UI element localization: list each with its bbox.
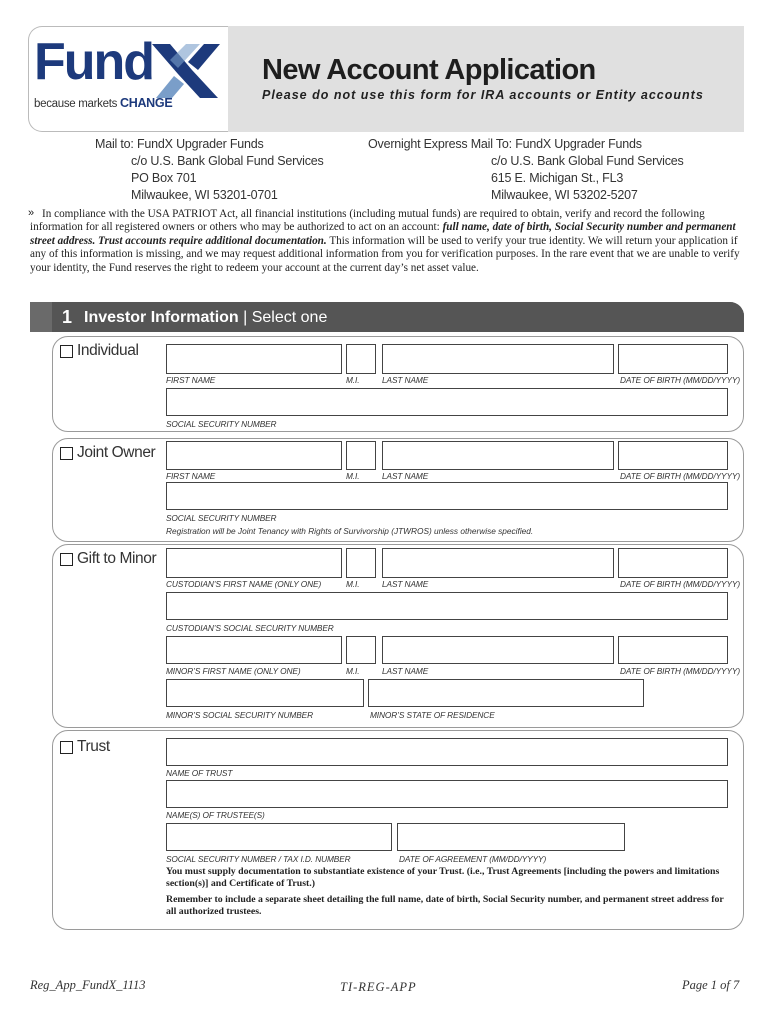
- mail-line: Mail to: FundX Upgrader Funds: [95, 137, 264, 151]
- mail-line: PO Box 701: [131, 171, 197, 185]
- section-number: 1: [62, 307, 73, 327]
- joint-owner-checkbox[interactable]: [60, 447, 73, 460]
- jtwros-note: Registration will be Joint Tenancy with Rights of Survivorship (JTWROS) unless otherwise specified.: [166, 526, 534, 536]
- individual-last-name-input[interactable]: [382, 344, 614, 374]
- footer-page-number: Page 1 of 7: [682, 978, 740, 992]
- individual-first-name-input[interactable]: [166, 344, 342, 374]
- page-title: New Account Application: [262, 54, 596, 86]
- mail-line: 615 E. Michigan St., FL3: [491, 171, 624, 185]
- trust-note: Remember to include a separate sheet detailing the full name, date of birth, Social Security number, and permanent street address for all authorized trustees.: [166, 893, 724, 918]
- field-label: M.I.: [346, 666, 360, 676]
- minor-dob-input[interactable]: [618, 636, 728, 664]
- logo-tagline: because markets CHANGE: [34, 96, 173, 110]
- field-label: DATE OF BIRTH (MM/DD/YYYY): [620, 471, 741, 481]
- page-subtitle: Please do not use this form for IRA accounts or Entity accounts: [262, 88, 704, 102]
- overnight-mail-address: [368, 136, 684, 204]
- gift-to-minor-checkbox-label[interactable]: Gift to Minor: [60, 550, 156, 568]
- minor-last-name-input[interactable]: [382, 636, 614, 664]
- footer-form-id: Reg_App_FundX_1113: [30, 978, 146, 992]
- field-label: FIRST NAME: [166, 375, 216, 385]
- gift-to-minor-checkbox[interactable]: [60, 553, 73, 566]
- individual-mi-input[interactable]: [346, 344, 376, 374]
- field-label: NAME(S) OF TRUSTEE(S): [166, 810, 265, 820]
- custodian-mi-input[interactable]: [346, 548, 376, 578]
- section-title: Investor Information | Select one: [84, 309, 328, 326]
- trust-ssn-input[interactable]: [166, 823, 392, 851]
- custodian-first-name-input[interactable]: [166, 548, 342, 578]
- custodian-ssn-input[interactable]: [166, 592, 728, 620]
- field-label: DATE OF BIRTH (MM/DD/YYYY): [620, 666, 741, 676]
- field-label: DATE OF AGREEMENT (MM/DD/YYYY): [399, 854, 547, 864]
- patriot-act-notice: In compliance with the USA PATRIOT Act, all financial institutions (including mutual funds) are required to obtain, verify and record the following information for all registered owners or others who may be authorized to act on an account: full name, date of birth, Social Security number and permanent street address. Trust accounts require additional documentation. This information will be used to verify your true identity. We will return your application if any of this information is missing, and we may request additional information from you for verification purposes. In the rare event that we are unable to verify your identity, the Fund reserves the right to redeem your account at the current day’s net asset value.: [30, 208, 740, 274]
- field-label: LAST NAME: [382, 666, 429, 676]
- field-label: FIRST NAME: [166, 471, 216, 481]
- trust-notes: [166, 866, 736, 919]
- mail-line: Milwaukee, WI 53201-0701: [131, 188, 278, 202]
- minor-mi-input[interactable]: [346, 636, 376, 664]
- individual-checkbox[interactable]: [60, 345, 73, 358]
- field-label: MINOR’S FIRST NAME (ONLY ONE): [166, 666, 301, 676]
- trust-checkbox-label[interactable]: Trust: [60, 738, 110, 756]
- field-label: MINOR’S STATE OF RESIDENCE: [370, 710, 495, 720]
- mail-line: Overnight Express Mail To: FundX Upgrader Funds: [368, 137, 642, 151]
- field-label: MINOR’S SOCIAL SECURITY NUMBER: [166, 710, 313, 720]
- joint-ssn-input[interactable]: [166, 482, 728, 510]
- field-label: M.I.: [346, 579, 360, 589]
- minor-state-input[interactable]: [368, 679, 644, 707]
- joint-owner-checkbox-label[interactable]: Joint Owner: [60, 444, 155, 462]
- trust-checkbox[interactable]: [60, 741, 73, 754]
- joint-mi-input[interactable]: [346, 441, 376, 470]
- custodian-last-name-input[interactable]: [382, 548, 614, 578]
- field-label: DATE OF BIRTH (MM/DD/YYYY): [620, 579, 741, 589]
- custodian-dob-input[interactable]: [618, 548, 728, 578]
- field-label: SOCIAL SECURITY NUMBER / TAX I.D. NUMBER: [166, 854, 351, 864]
- field-label: SOCIAL SECURITY NUMBER: [166, 419, 277, 429]
- field-label: LAST NAME: [382, 471, 429, 481]
- trust-name-input[interactable]: [166, 738, 728, 766]
- logo-x-icon: [148, 40, 224, 102]
- field-label: M.I.: [346, 471, 360, 481]
- bullet-icon: »: [28, 207, 35, 219]
- logo-wordmark: Fund: [34, 33, 154, 91]
- mail-line: c/o U.S. Bank Global Fund Services: [131, 154, 324, 168]
- individual-ssn-input[interactable]: [166, 388, 728, 416]
- field-label: LAST NAME: [382, 579, 429, 589]
- mail-address: [95, 136, 324, 204]
- individual-dob-input[interactable]: [618, 344, 728, 374]
- trust-date-input[interactable]: [397, 823, 625, 851]
- field-label: NAME OF TRUST: [166, 768, 233, 778]
- trust-note: You must supply documentation to substantiate existence of your Trust. (i.e., Trust Agreements [including the powers and limitations section(s)] and Certificate of Trust.): [166, 866, 720, 890]
- trustees-input[interactable]: [166, 780, 728, 808]
- individual-checkbox-label[interactable]: Individual: [60, 342, 139, 360]
- field-label: SOCIAL SECURITY NUMBER: [166, 513, 277, 523]
- joint-last-name-input[interactable]: [382, 441, 614, 470]
- mail-line: c/o U.S. Bank Global Fund Services: [491, 154, 684, 168]
- minor-ssn-input[interactable]: [166, 679, 364, 707]
- field-label: CUSTODIAN’S SOCIAL SECURITY NUMBER: [166, 623, 334, 633]
- field-label: M.I.: [346, 375, 360, 385]
- joint-first-name-input[interactable]: [166, 441, 342, 470]
- minor-first-name-input[interactable]: [166, 636, 342, 664]
- field-label: DATE OF BIRTH (MM/DD/YYYY): [620, 375, 741, 385]
- joint-dob-input[interactable]: [618, 441, 728, 470]
- mail-line: Milwaukee, WI 53202-5207: [491, 188, 638, 202]
- field-label: LAST NAME: [382, 375, 429, 385]
- footer-form-code: TI-REG-APP: [340, 980, 417, 994]
- field-label: CUSTODIAN’S FIRST NAME (ONLY ONE): [166, 579, 322, 589]
